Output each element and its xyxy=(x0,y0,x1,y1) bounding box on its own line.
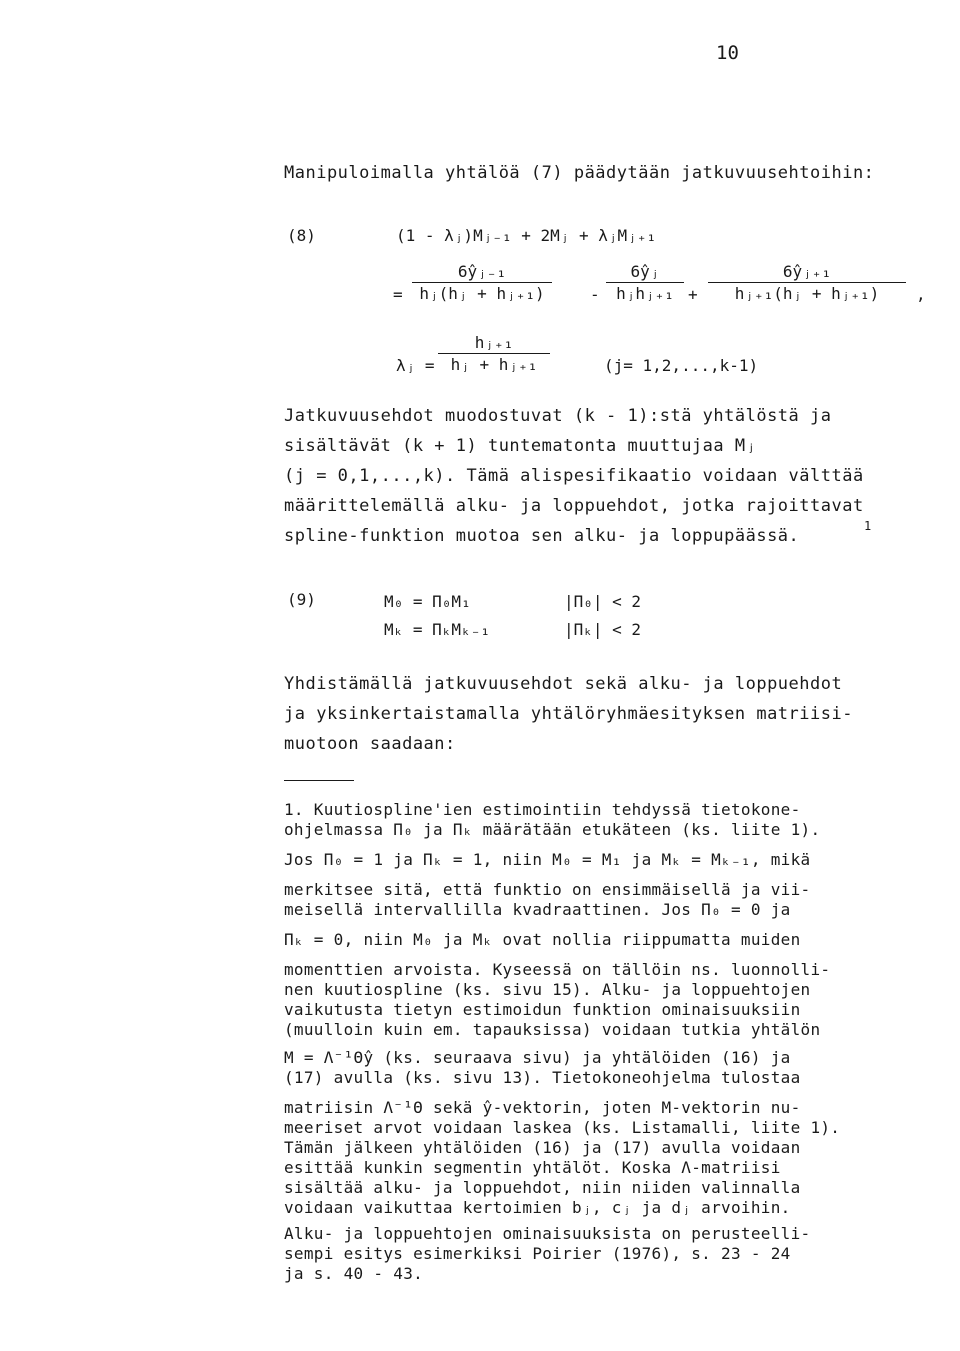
footnote-line: momenttien arvoista. Kyseessä on tällöin ns. luonnolli- xyxy=(284,960,831,979)
lambda-denominator: hⱼ + hⱼ₊₁ xyxy=(450,355,538,374)
footnote-line: Tämän jälkeen yhtälöiden (16) ja (17) avulla voidaan xyxy=(284,1138,801,1157)
footnote-line: Jos Π₀ = 1 ja Πₖ = 1, niin M₀ = M₁ ja Mₖ = Mₖ₋₁, mikä xyxy=(284,850,811,869)
plus-sign: + xyxy=(688,285,698,304)
fraction-3-numerator: 6ŷⱼ₊₁ xyxy=(782,262,832,281)
fraction-term-2 xyxy=(606,262,684,303)
footnote-line: (17) avulla (ks. sivu 13). Tietokoneohjelma tulostaa xyxy=(284,1068,801,1087)
paragraph-line: sisältävät (k + 1) tuntematonta muuttujaa Mⱼ xyxy=(284,436,757,456)
equation-9-row2-left: Mₖ = ΠₖMₖ₋₁ xyxy=(384,620,490,639)
equation-9-row2-right: |Πₖ| < 2 xyxy=(564,620,642,639)
footnote-line: sempi esitys esimerkiksi Poirier (1976), s. 23 - 24 xyxy=(284,1244,791,1263)
equation-9-row1-left: M₀ = Π₀M₁ xyxy=(384,592,471,611)
footnote-line: (muulloin kuin em. tapauksissa) voidaan tutkia yhtälön xyxy=(284,1020,821,1039)
footnote-line: M = Λ⁻¹Θŷ (ks. seuraava sivu) ja yhtälöiden (16) ja xyxy=(284,1048,791,1067)
equation-8-label: (8) xyxy=(287,226,316,245)
paragraph-line: Jatkuvuusehdot muodostuvat (k - 1):stä yhtälöstä ja xyxy=(284,406,832,426)
footnote-line: esittää kunkin segmentin yhtälöt. Koska Λ-matriisi xyxy=(284,1158,781,1177)
lambda-numerator: hⱼ₊₁ xyxy=(474,333,514,352)
index-range: (j= 1,2,...,k-1) xyxy=(604,356,759,375)
fraction-2-denominator: hⱼhⱼ₊₁ xyxy=(616,284,674,303)
footnote-line: voidaan vaikuttaa kertoimien bⱼ, cⱼ ja dⱼ arvoihin. xyxy=(284,1198,791,1217)
equation-9-label: (9) xyxy=(287,590,316,609)
paragraph-line: (j = 0,1,...,k). Tämä alispesifikaatio voidaan välttää xyxy=(284,466,864,486)
footnote-marker: 1 xyxy=(864,519,872,533)
fraction-1-denominator: hⱼ(hⱼ + hⱼ₊₁) xyxy=(419,284,545,303)
footnote-line: nen kuutiospline (ks. sivu 15). Alku- ja loppuehtojen xyxy=(284,980,811,999)
fraction-2-numerator: 6ŷⱼ xyxy=(630,262,660,281)
footnote-line: sisältää alku- ja loppuehdot, niin niiden valinnalla xyxy=(284,1178,801,1197)
paragraph-line: spline-funktion muotoa sen alku- ja loppupäässä. xyxy=(284,526,800,546)
paragraph-line: ja yksinkertaistamalla yhtälöryhmäesityksen matriisi- xyxy=(284,704,853,724)
footnote-line: meeriset arvot voidaan laskea (ks. Listamalli, liite 1). xyxy=(284,1118,841,1137)
footnote-line: ohjelmassa Π₀ ja Πₖ määrätään etukäteen (ks. liite 1). xyxy=(284,820,821,839)
trailing-comma: , xyxy=(916,285,926,304)
lambda-fraction xyxy=(438,333,550,374)
footnote-line: meisellä intervallilla kvadraattinen. Jos Π₀ = 0 ja xyxy=(284,900,791,919)
equation-8-lhs: (1 - λⱼ)Mⱼ₋₁ + 2Mⱼ + λⱼMⱼ₊₁ xyxy=(396,226,657,245)
footnote-line: merkitsee sitä, että funktio on ensimmäisellä ja vii- xyxy=(284,880,811,899)
fraction-1-bar xyxy=(412,282,552,283)
equation-9-row1-right: |Π₀| < 2 xyxy=(564,592,642,611)
footnote-line: ja s. 40 - 43. xyxy=(284,1264,424,1283)
paragraph-line: Yhdistämällä jatkuvuusehdot sekä alku- ja loppuehdot xyxy=(284,674,843,694)
footnote-line: Alku- ja loppuehtojen ominaisuuksista on perusteelli- xyxy=(284,1224,811,1243)
footnote-line: Πₖ = 0, niin M₀ ja Mₖ ovat nollia riippumatta muiden xyxy=(284,930,801,949)
page-number: 10 xyxy=(716,42,739,64)
fraction-term-3 xyxy=(708,262,906,303)
footnote-separator xyxy=(284,780,354,781)
fraction-3-bar xyxy=(708,282,906,283)
intro-text: Manipuloimalla yhtälöä (7) päädytään jatkuvuusehtoihin: xyxy=(284,163,875,183)
lambda-bar xyxy=(438,353,550,354)
fraction-2-bar xyxy=(606,282,684,283)
footnote-line: matriisin Λ⁻¹Θ sekä ŷ-vektorin, joten M-vektorin nu- xyxy=(284,1098,801,1117)
lambda-lhs: λⱼ = xyxy=(396,356,435,375)
footnote-line: 1. Kuutiospline'ien estimointiin tehdyssä tietokone- xyxy=(284,800,801,819)
paragraph-line: muotoon saadaan: xyxy=(284,734,456,754)
minus-sign: - xyxy=(590,285,600,304)
footnote-line: vaikutusta tietyn estimoidun funktion ominaisuuksiin xyxy=(284,1000,801,1019)
fraction-term-1 xyxy=(412,262,552,303)
fraction-3-denominator: hⱼ₊₁(hⱼ + hⱼ₊₁) xyxy=(734,284,880,303)
equation-8-equals: = xyxy=(393,285,403,304)
paragraph-line: määrittelemällä alku- ja loppuehdot, jotka rajoittavat xyxy=(284,496,864,516)
fraction-1-numerator: 6ŷⱼ₋₁ xyxy=(457,262,507,281)
